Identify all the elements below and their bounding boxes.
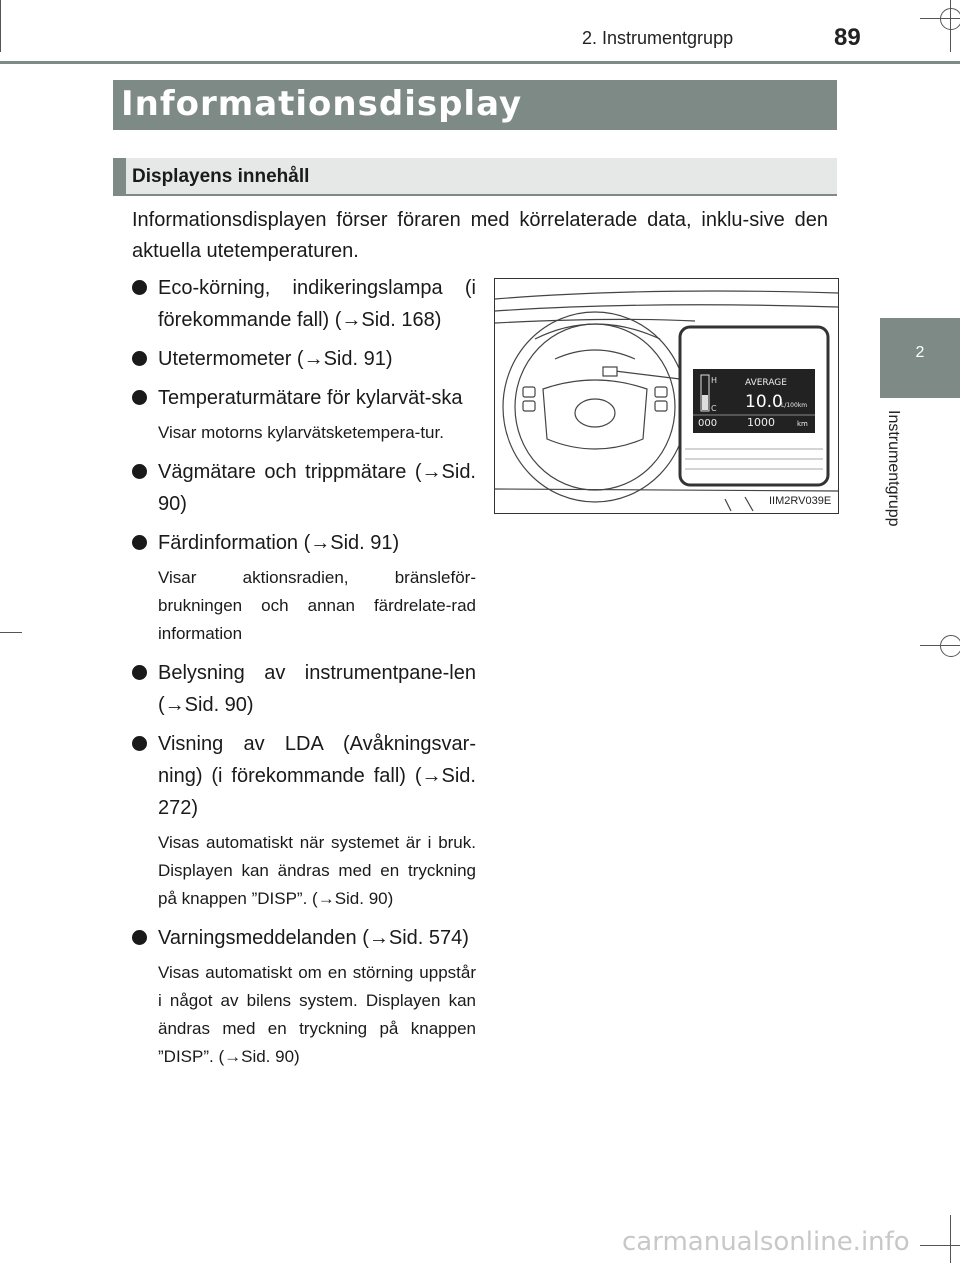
crop-mark: [920, 1245, 960, 1246]
gauge-cold-label: C: [711, 404, 717, 413]
list-item-text: Utetermometer (→Sid. 91): [158, 348, 393, 370]
dashboard-illustration: [494, 278, 839, 514]
crop-mark: [0, 632, 22, 633]
section-heading: Displayens innehåll: [132, 166, 310, 187]
display-value-text: 10.0: [745, 392, 783, 412]
list-item-note: Visas automatiskt när systemet är i bruk. Displayen kan ändras med en tryckning på knappen ”DISP”. (→Sid. 90): [158, 833, 476, 908]
trip-text: 000: [698, 418, 718, 429]
list-item-text: Vägmätare och trippmätare (→Sid. 90): [158, 461, 476, 515]
header-rule: [0, 61, 960, 64]
figure-code: IIM2RV039E: [769, 495, 832, 507]
intro-paragraph: Informationsdisplayen förser föraren med körrelaterade data, inklu-sive den aktuella utetemperaturen.: [132, 209, 828, 262]
list-item-note: Visas automatiskt om en störning uppstår i något av bilens system. Displayen kan ändras med en tryckning på knappen ”DISP”. (→Sid. 90): [158, 963, 476, 1066]
page-number: 89: [834, 24, 861, 51]
list-item: [132, 657, 476, 721]
list-item-text: Eco-körning, indikeringslampa (i förekommande fall) (→Sid. 168): [158, 277, 476, 331]
title-banner: [113, 80, 837, 130]
list-item: [132, 728, 476, 824]
odo-unit-text: km: [797, 420, 808, 428]
display-mode-text: AVERAGE: [745, 378, 787, 388]
page-title: Informationsdisplay: [121, 84, 523, 124]
bullet-icon: [132, 930, 147, 945]
bullet-icon: [132, 736, 147, 751]
bullet-icon: [132, 280, 147, 295]
list-item: [132, 456, 476, 520]
odo-text: 1000: [747, 416, 775, 429]
bullet-icon: [132, 665, 147, 680]
bullet-icon: [132, 390, 147, 405]
crop-mark: [950, 1215, 951, 1263]
section-accent: [113, 158, 126, 194]
section-heading-bar: [113, 158, 837, 196]
list-item-note: Visar motorns kylarvätsketempera-tur.: [158, 423, 444, 442]
list-item: [132, 382, 476, 414]
registration-mark: [940, 8, 960, 30]
running-head: 2. Instrumentgrupp: [582, 28, 734, 48]
list-item-text: Belysning av instrumentpane-len (→Sid. 90): [158, 662, 476, 716]
list-item: [132, 527, 476, 559]
list-item-text: Temperaturmätare för kylarvät-ska: [158, 387, 463, 409]
list-item-text: Färdinformation (→Sid. 91): [158, 532, 400, 554]
dashboard-drawing: [495, 279, 838, 513]
registration-mark: [940, 635, 960, 657]
list-item: [132, 343, 476, 375]
chapter-label-wrap: [884, 410, 908, 560]
list-item: [132, 922, 476, 954]
crop-mark: [0, 0, 1, 52]
gauge-hot-label: H: [711, 376, 718, 385]
list-item-note: Visar aktionsradien, bränsleför-brukningen och annan färdrelate-rad information: [158, 568, 476, 643]
list-item-text: Varningsmeddelanden (→Sid. 574): [158, 927, 469, 949]
chapter-label: Instrumentgrupp: [885, 410, 902, 527]
bullet-icon: [132, 535, 147, 550]
display-unit-text: L/100km: [781, 402, 808, 409]
chapter-number: 2: [915, 344, 925, 361]
watermark: carmanualsonline.info: [622, 1227, 910, 1257]
chapter-tab: [880, 318, 960, 398]
bullet-icon: [132, 464, 147, 479]
list-item-text: Visning av LDA (Avåkningsvar-ning) (i förekommande fall) (→Sid. 272): [158, 733, 476, 819]
bullet-icon: [132, 351, 147, 366]
bullet-list: [132, 272, 476, 1080]
list-item: [132, 272, 476, 336]
